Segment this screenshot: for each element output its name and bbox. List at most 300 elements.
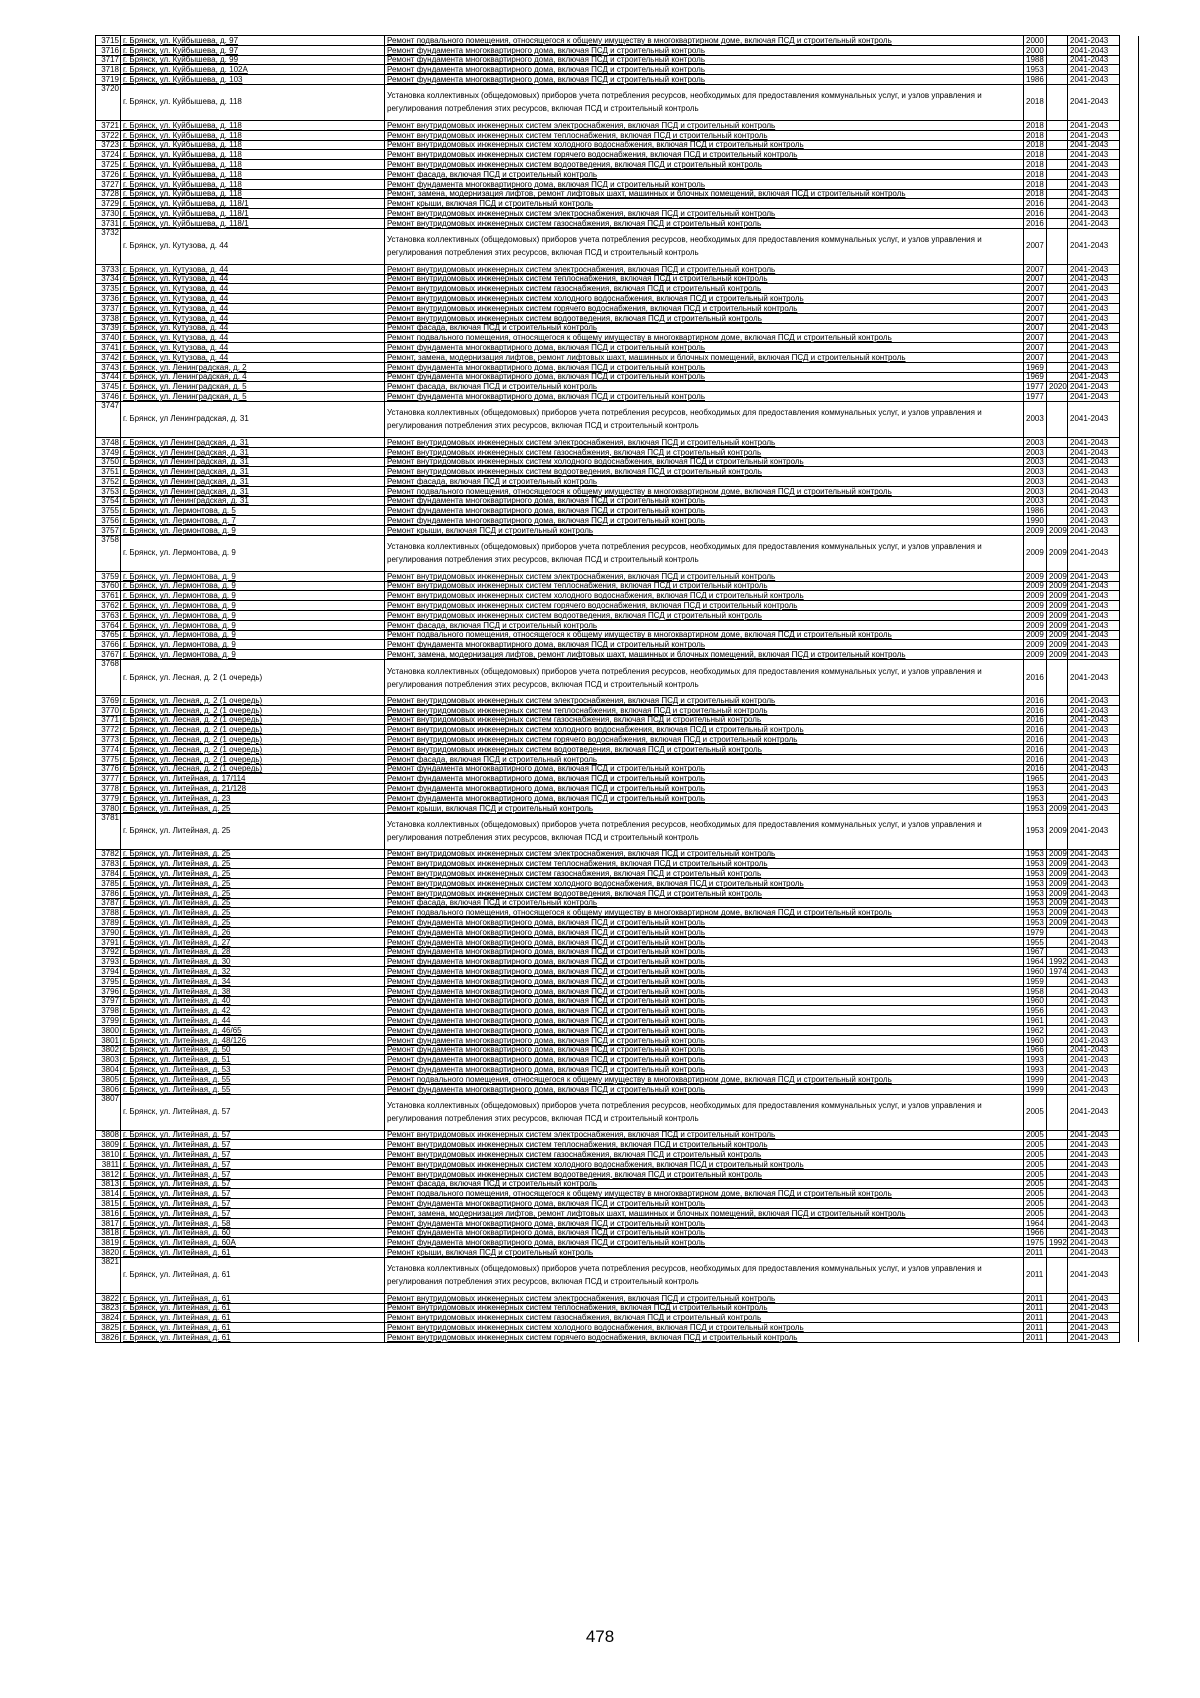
last-repair-year [1047, 794, 1068, 804]
row-number: 3743 [96, 362, 121, 372]
build-year: 1969 [1024, 372, 1047, 382]
last-repair-year [1047, 169, 1068, 179]
last-repair-year: 2009 [1047, 803, 1068, 813]
table-row [96, 1074, 1139, 1084]
last-repair-year [1047, 705, 1068, 715]
last-repair-year [1047, 1016, 1068, 1026]
address: г. Брянск, ул. Литейная, д. 25 [121, 849, 385, 859]
last-repair-year [1047, 1323, 1068, 1333]
spacer-cell [1120, 591, 1139, 601]
build-year: 2005 [1024, 1140, 1047, 1150]
planned-period: 2041-2043 [1068, 1169, 1120, 1179]
build-year: 1961 [1024, 1016, 1047, 1026]
last-repair-year [1047, 313, 1068, 323]
work-type: Ремонт внутридомовых инженерных систем холодного водоснабжения, включая ПСД и строительный контроль [385, 1159, 1024, 1169]
row-number: 3797 [96, 996, 121, 1006]
build-year: 2009 [1024, 581, 1047, 591]
work-type: Ремонт внутридомовых инженерных систем горячего водоснабжения, включая ПСД и строительный контроль [385, 735, 1024, 745]
work-type: Ремонт внутридомовых инженерных систем водоотведения, включая ПСД и строительный контроль [385, 467, 1024, 477]
planned-period: 2041-2043 [1068, 189, 1120, 199]
row-number: 3809 [96, 1140, 121, 1150]
table-row [96, 392, 1139, 402]
table-row [96, 1169, 1139, 1179]
work-type: Ремонт фасада, включая ПСД и строительный контроль [385, 1179, 1024, 1189]
last-repair-year [1047, 1248, 1068, 1258]
last-repair-year [1047, 1074, 1068, 1084]
row-number: 3749 [96, 447, 121, 457]
row-number: 3771 [96, 715, 121, 725]
table-row [96, 715, 1139, 725]
planned-period: 2041-2043 [1068, 1293, 1120, 1303]
build-year: 1990 [1024, 516, 1047, 526]
planned-period: 2041-2043 [1068, 927, 1120, 937]
work-type: Ремонт фундамента многоквартирного дома, включая ПСД и строительный контроль [385, 774, 1024, 784]
last-repair-year [1047, 660, 1068, 696]
work-type: Ремонт внутридомовых инженерных систем газоснабжения, включая ПСД и строительный контроль [385, 447, 1024, 457]
spacer-cell [1120, 1333, 1139, 1343]
build-year: 1969 [1024, 362, 1047, 372]
row-number: 3751 [96, 467, 121, 477]
work-type: Ремонт фундамента многоквартирного дома, включая ПСД и строительный контроль [385, 947, 1024, 957]
spacer-cell [1120, 611, 1139, 621]
spacer-cell [1120, 516, 1139, 526]
address: г. Брянск, ул. Литейная, д. 57 [121, 1159, 385, 1169]
last-repair-year: 2009 [1047, 859, 1068, 869]
table-row [96, 937, 1139, 947]
last-repair-year [1047, 937, 1068, 947]
spacer-cell [1120, 774, 1139, 784]
planned-period: 2041-2043 [1068, 976, 1120, 986]
work-type: Установка коллективных (общедомовых) приборов учета потребления ресурсов, необходимых для предоставления коммунальных услуг, и узлов управления и регулирования потребления этих ресурсов, включая ПСД и строительный контроль [385, 660, 1024, 696]
build-year: 2007 [1024, 352, 1047, 362]
row-number: 3723 [96, 140, 121, 150]
spacer-cell [1120, 1313, 1139, 1323]
table-row [96, 437, 1139, 447]
planned-period: 2041-2043 [1068, 75, 1120, 85]
table-row [96, 55, 1139, 65]
planned-period: 2041-2043 [1068, 65, 1120, 75]
spacer-cell [1120, 571, 1139, 581]
table-row [96, 735, 1139, 745]
work-type: Ремонт, замена, модернизация лифтов, ремонт лифтовых шахт, машинных и блочных помещений, включая ПСД и строительный контроль [385, 1208, 1024, 1218]
work-type: Ремонт внутридомовых инженерных систем электроснабжения, включая ПСД и строительный контроль [385, 1130, 1024, 1140]
spacer-cell [1120, 1293, 1139, 1303]
address: г. Брянск, ул. Литейная, д. 61 [121, 1303, 385, 1313]
row-number: 3814 [96, 1189, 121, 1199]
row-number: 3721 [96, 120, 121, 130]
last-repair-year [1047, 516, 1068, 526]
work-type: Ремонт внутридомовых инженерных систем теплоснабжения, включая ПСД и строительный контроль [385, 130, 1024, 140]
row-number: 3741 [96, 343, 121, 353]
last-repair-year [1047, 696, 1068, 706]
row-number: 3820 [96, 1248, 121, 1258]
last-repair-year [1047, 947, 1068, 957]
work-type: Ремонт фундамента многоквартирного дома, включая ПСД и строительный контроль [385, 1238, 1024, 1248]
planned-period: 2041-2043 [1068, 1130, 1120, 1140]
spacer-cell [1120, 1016, 1139, 1026]
work-type: Ремонт внутридомовых инженерных систем электроснабжения, включая ПСД и строительный контроль [385, 209, 1024, 219]
row-number: 3783 [96, 859, 121, 869]
address: г. Брянск, ул. Кутузова, д. 44 [121, 303, 385, 313]
build-year: 2000 [1024, 36, 1047, 46]
last-repair-year: 1992 [1047, 957, 1068, 967]
row-number: 3748 [96, 437, 121, 447]
row-number: 3722 [96, 130, 121, 140]
row-number: 3811 [96, 1159, 121, 1169]
build-year: 2009 [1024, 591, 1047, 601]
planned-period: 2041-2043 [1068, 209, 1120, 219]
work-type: Ремонт фундамента многоквартирного дома, включая ПСД и строительный контроль [385, 996, 1024, 1006]
planned-period: 2041-2043 [1068, 937, 1120, 947]
spacer-cell [1120, 1159, 1139, 1169]
table-row [96, 976, 1139, 986]
last-repair-year: 2009 [1047, 526, 1068, 536]
row-number: 3810 [96, 1150, 121, 1160]
table-row [96, 323, 1139, 333]
spacer-cell [1120, 1169, 1139, 1179]
planned-period: 2041-2043 [1068, 611, 1120, 621]
last-repair-year: 2009 [1047, 591, 1068, 601]
planned-period: 2041-2043 [1068, 784, 1120, 794]
planned-period: 2041-2043 [1068, 313, 1120, 323]
planned-period: 2041-2043 [1068, 745, 1120, 755]
work-type: Ремонт внутридомовых инженерных систем водоотведения, включая ПСД и строительный контроль [385, 160, 1024, 170]
row-number: 3768 [96, 660, 121, 696]
work-type: Ремонт крыши, включая ПСД и строительный контроль [385, 199, 1024, 209]
planned-period: 2041-2043 [1068, 705, 1120, 715]
address: г. Брянск, ул. Литейная, д. 27 [121, 937, 385, 947]
build-year: 2018 [1024, 179, 1047, 189]
work-type: Ремонт фундамента многоквартирного дома, включая ПСД и строительный контроль [385, 372, 1024, 382]
spacer-cell [1120, 1189, 1139, 1199]
planned-period: 2041-2043 [1068, 323, 1120, 333]
address: г. Брянск, ул. Кутузова, д. 44 [121, 264, 385, 274]
last-repair-year: 2009 [1047, 908, 1068, 918]
work-type: Ремонт внутридомовых инженерных систем электроснабжения, включая ПСД и строительный контроль [385, 571, 1024, 581]
address: г. Брянск, ул Ленинградская, д. 31 [121, 457, 385, 467]
spacer-cell [1120, 696, 1139, 706]
work-type: Ремонт фундамента многоквартирного дома, включая ПСД и строительный контроль [385, 179, 1024, 189]
spacer-cell [1120, 372, 1139, 382]
address: г. Брянск, ул. Литейная, д. 23 [121, 794, 385, 804]
spacer-cell [1120, 1055, 1139, 1065]
last-repair-year [1047, 179, 1068, 189]
work-type: Ремонт подвального помещения, относящегося к общему имуществу в многоквартирном доме, включая ПСД и строительный контроль [385, 486, 1024, 496]
last-repair-year [1047, 228, 1068, 264]
work-type: Ремонт подвального помещения, относящегося к общему имуществу в многоквартирном доме, включая ПСД и строительный контроль [385, 36, 1024, 46]
last-repair-year [1047, 467, 1068, 477]
last-repair-year [1047, 84, 1068, 120]
table-row [96, 1094, 1139, 1130]
spacer-cell [1120, 996, 1139, 1006]
spacer-cell [1120, 650, 1139, 660]
address: г. Брянск, ул. Литейная, д. 34 [121, 976, 385, 986]
address: г. Брянск, ул. Лермонтова, д. 9 [121, 620, 385, 630]
row-number: 3826 [96, 1333, 121, 1343]
last-repair-year [1047, 1228, 1068, 1238]
last-repair-year [1047, 372, 1068, 382]
row-number: 3805 [96, 1074, 121, 1084]
planned-period: 2041-2043 [1068, 1084, 1120, 1094]
address: г. Брянск, ул. Лермонтова, д. 9 [121, 526, 385, 536]
table-row [96, 774, 1139, 784]
last-repair-year [1047, 65, 1068, 75]
build-year: 2018 [1024, 140, 1047, 150]
last-repair-year [1047, 218, 1068, 228]
row-number: 3790 [96, 927, 121, 937]
table-row [96, 199, 1139, 209]
last-repair-year [1047, 477, 1068, 487]
row-number: 3824 [96, 1313, 121, 1323]
table-row [96, 1323, 1139, 1333]
spacer-cell [1120, 927, 1139, 937]
row-number: 3786 [96, 888, 121, 898]
planned-period: 2041-2043 [1068, 1333, 1120, 1343]
table-row [96, 967, 1139, 977]
last-repair-year [1047, 1208, 1068, 1218]
address: г. Брянск, ул. Куйбышева, д. 97 [121, 36, 385, 46]
build-year: 2016 [1024, 209, 1047, 219]
row-number: 3754 [96, 496, 121, 506]
build-year: 2003 [1024, 437, 1047, 447]
address: г. Брянск, ул. Куйбышева, д. 118 [121, 150, 385, 160]
table-row [96, 591, 1139, 601]
row-number: 3731 [96, 218, 121, 228]
table-row [96, 169, 1139, 179]
spacer-cell [1120, 457, 1139, 467]
build-year: 1964 [1024, 1218, 1047, 1228]
last-repair-year [1047, 784, 1068, 794]
build-year: 2005 [1024, 1150, 1047, 1160]
row-number: 3730 [96, 209, 121, 219]
row-number: 3740 [96, 333, 121, 343]
address: г. Брянск, ул. Литейная, д. 25 [121, 879, 385, 889]
build-year: 1988 [1024, 55, 1047, 65]
last-repair-year [1047, 294, 1068, 304]
address: г. Брянск, ул. Лермонтова, д. 9 [121, 611, 385, 621]
spacer-cell [1120, 401, 1139, 437]
row-number: 3821 [96, 1257, 121, 1293]
planned-period: 2041-2043 [1068, 228, 1120, 264]
spacer-cell [1120, 294, 1139, 304]
spacer-cell [1120, 937, 1139, 947]
spacer-cell [1120, 486, 1139, 496]
spacer-cell [1120, 218, 1139, 228]
last-repair-year [1047, 140, 1068, 150]
work-type: Ремонт подвального помещения, относящегося к общему имуществу в многоквартирном доме, включая ПСД и строительный контроль [385, 630, 1024, 640]
address: г. Брянск, ул. Лесная, д. 2 (1 очередь) [121, 745, 385, 755]
table-row [96, 705, 1139, 715]
last-repair-year [1047, 1065, 1068, 1075]
last-repair-year: 2009 [1047, 888, 1068, 898]
spacer-cell [1120, 392, 1139, 402]
row-number: 3819 [96, 1238, 121, 1248]
spacer-cell [1120, 447, 1139, 457]
build-year: 1953 [1024, 859, 1047, 869]
row-number: 3769 [96, 696, 121, 706]
last-repair-year [1047, 1094, 1068, 1130]
row-number: 3726 [96, 169, 121, 179]
spacer-cell [1120, 1065, 1139, 1075]
table-row [96, 228, 1139, 264]
spacer-cell [1120, 1208, 1139, 1218]
last-repair-year [1047, 362, 1068, 372]
work-type: Ремонт фундамента многоквартирного дома, включая ПСД и строительный контроль [385, 1065, 1024, 1075]
last-repair-year [1047, 199, 1068, 209]
address: г. Брянск, ул. Литейная, д. 30 [121, 957, 385, 967]
last-repair-year [1047, 392, 1068, 402]
table-row [96, 1035, 1139, 1045]
spacer-cell [1120, 813, 1139, 849]
table-row [96, 1150, 1139, 1160]
last-repair-year [1047, 1189, 1068, 1199]
page-number: 478 [585, 1627, 615, 1646]
planned-period: 2041-2043 [1068, 774, 1120, 784]
planned-period: 2041-2043 [1068, 947, 1120, 957]
planned-period: 2041-2043 [1068, 352, 1120, 362]
last-repair-year [1047, 1084, 1068, 1094]
table-row [96, 1016, 1139, 1026]
spacer-cell [1120, 199, 1139, 209]
address: г. Брянск, ул. Кутузова, д. 44 [121, 343, 385, 353]
work-type: Ремонт фундамента многоквартирного дома, включая ПСД и строительный контроль [385, 764, 1024, 774]
build-year: 1979 [1024, 927, 1047, 937]
build-year: 2009 [1024, 611, 1047, 621]
build-year: 2016 [1024, 745, 1047, 755]
table-row [96, 640, 1139, 650]
build-year: 2003 [1024, 447, 1047, 457]
row-number: 3725 [96, 160, 121, 170]
address: г. Брянск, ул. Куйбышева, д. 118/1 [121, 209, 385, 219]
row-number: 3774 [96, 745, 121, 755]
work-type: Ремонт внутридомовых инженерных систем теплоснабжения, включая ПСД и строительный контроль [385, 274, 1024, 284]
table-row [96, 75, 1139, 85]
build-year: 2016 [1024, 754, 1047, 764]
table-row [96, 140, 1139, 150]
table-row [96, 581, 1139, 591]
last-repair-year: 2009 [1047, 611, 1068, 621]
build-year: 1953 [1024, 898, 1047, 908]
planned-period: 2041-2043 [1068, 725, 1120, 735]
spacer-cell [1120, 65, 1139, 75]
spacer-cell [1120, 764, 1139, 774]
row-number: 3742 [96, 352, 121, 362]
work-type: Ремонт внутридомовых инженерных систем водоотведения, включая ПСД и строительный контроль [385, 888, 1024, 898]
build-year: 2018 [1024, 160, 1047, 170]
spacer-cell [1120, 1199, 1139, 1209]
row-number: 3781 [96, 813, 121, 849]
spacer-cell [1120, 1035, 1139, 1045]
last-repair-year [1047, 496, 1068, 506]
spacer-cell [1120, 947, 1139, 957]
last-repair-year [1047, 457, 1068, 467]
work-type: Ремонт внутридомовых инженерных систем теплоснабжения, включая ПСД и строительный контроль [385, 705, 1024, 715]
last-repair-year [1047, 774, 1068, 784]
row-number: 3815 [96, 1199, 121, 1209]
spacer-cell [1120, 859, 1139, 869]
last-repair-year [1047, 130, 1068, 140]
row-number: 3823 [96, 1303, 121, 1313]
row-number: 3715 [96, 36, 121, 46]
row-number: 3745 [96, 382, 121, 392]
spacer-cell [1120, 888, 1139, 898]
table-row [96, 888, 1139, 898]
table-body [96, 36, 1139, 1343]
work-type: Ремонт внутридомовых инженерных систем электроснабжения, включая ПСД и строительный контроль [385, 120, 1024, 130]
address: г. Брянск, ул. Кутузова, д. 44 [121, 352, 385, 362]
work-type: Ремонт фундамента многоквартирного дома, включая ПСД и строительный контроль [385, 516, 1024, 526]
address: г. Брянск, ул. Лермонтова, д. 9 [121, 535, 385, 571]
spacer-cell [1120, 918, 1139, 928]
build-year: 2005 [1024, 1130, 1047, 1140]
spacer-cell [1120, 725, 1139, 735]
row-number: 3770 [96, 705, 121, 715]
address: г. Брянск, ул. Кутузова, д. 44 [121, 313, 385, 323]
spacer-cell [1120, 1025, 1139, 1035]
last-repair-year [1047, 75, 1068, 85]
work-type: Ремонт фасада, включая ПСД и строительный контроль [385, 477, 1024, 487]
table-row [96, 294, 1139, 304]
table-row [96, 506, 1139, 516]
spacer-cell [1120, 967, 1139, 977]
planned-period: 2041-2043 [1068, 696, 1120, 706]
table-row [96, 869, 1139, 879]
row-number: 3752 [96, 477, 121, 487]
row-number: 3716 [96, 45, 121, 55]
table-row [96, 794, 1139, 804]
work-type: Ремонт фасада, включая ПСД и строительный контроль [385, 620, 1024, 630]
last-repair-year [1047, 1035, 1068, 1045]
planned-period: 2041-2043 [1068, 650, 1120, 660]
build-year: 2016 [1024, 715, 1047, 725]
planned-period: 2041-2043 [1068, 967, 1120, 977]
address: г. Брянск, ул. Куйбышева, д. 118 [121, 130, 385, 140]
spacer-cell [1120, 849, 1139, 859]
row-number: 3806 [96, 1084, 121, 1094]
table-row [96, 45, 1139, 55]
row-number: 3744 [96, 372, 121, 382]
last-repair-year: 2009 [1047, 813, 1068, 849]
address: г. Брянск, ул. Лермонтова, д. 9 [121, 601, 385, 611]
last-repair-year [1047, 976, 1068, 986]
work-type: Ремонт внутридомовых инженерных систем холодного водоснабжения, включая ПСД и строительный контроль [385, 725, 1024, 735]
address: г. Брянск, ул Ленинградская, д. 31 [121, 467, 385, 477]
work-type: Ремонт подвального помещения, относящегося к общему имуществу в многоквартирном доме, включая ПСД и строительный контроль [385, 1189, 1024, 1199]
build-year: 2007 [1024, 294, 1047, 304]
planned-period: 2041-2043 [1068, 735, 1120, 745]
table-row [96, 160, 1139, 170]
address: г. Брянск, ул. Литейная, д. 57 [121, 1094, 385, 1130]
address: г. Брянск, ул Ленинградская, д. 31 [121, 447, 385, 457]
table-row [96, 333, 1139, 343]
spacer-cell [1120, 362, 1139, 372]
build-year: 1953 [1024, 803, 1047, 813]
address: г. Брянск, ул. Литейная, д. 61 [121, 1248, 385, 1258]
planned-period: 2041-2043 [1068, 1313, 1120, 1323]
spacer-cell [1120, 986, 1139, 996]
address: г. Брянск, ул. Литейная, д. 57 [121, 1150, 385, 1160]
work-type: Ремонт внутридомовых инженерных систем холодного водоснабжения, включая ПСД и строительный контроль [385, 1323, 1024, 1333]
build-year: 1953 [1024, 908, 1047, 918]
address: г. Брянск, ул. Литейная, д. 25 [121, 869, 385, 879]
row-number: 3789 [96, 918, 121, 928]
table-row [96, 209, 1139, 219]
spacer-cell [1120, 75, 1139, 85]
spacer-cell [1120, 477, 1139, 487]
build-year: 2016 [1024, 725, 1047, 735]
table-row [96, 1006, 1139, 1016]
spacer-cell [1120, 333, 1139, 343]
